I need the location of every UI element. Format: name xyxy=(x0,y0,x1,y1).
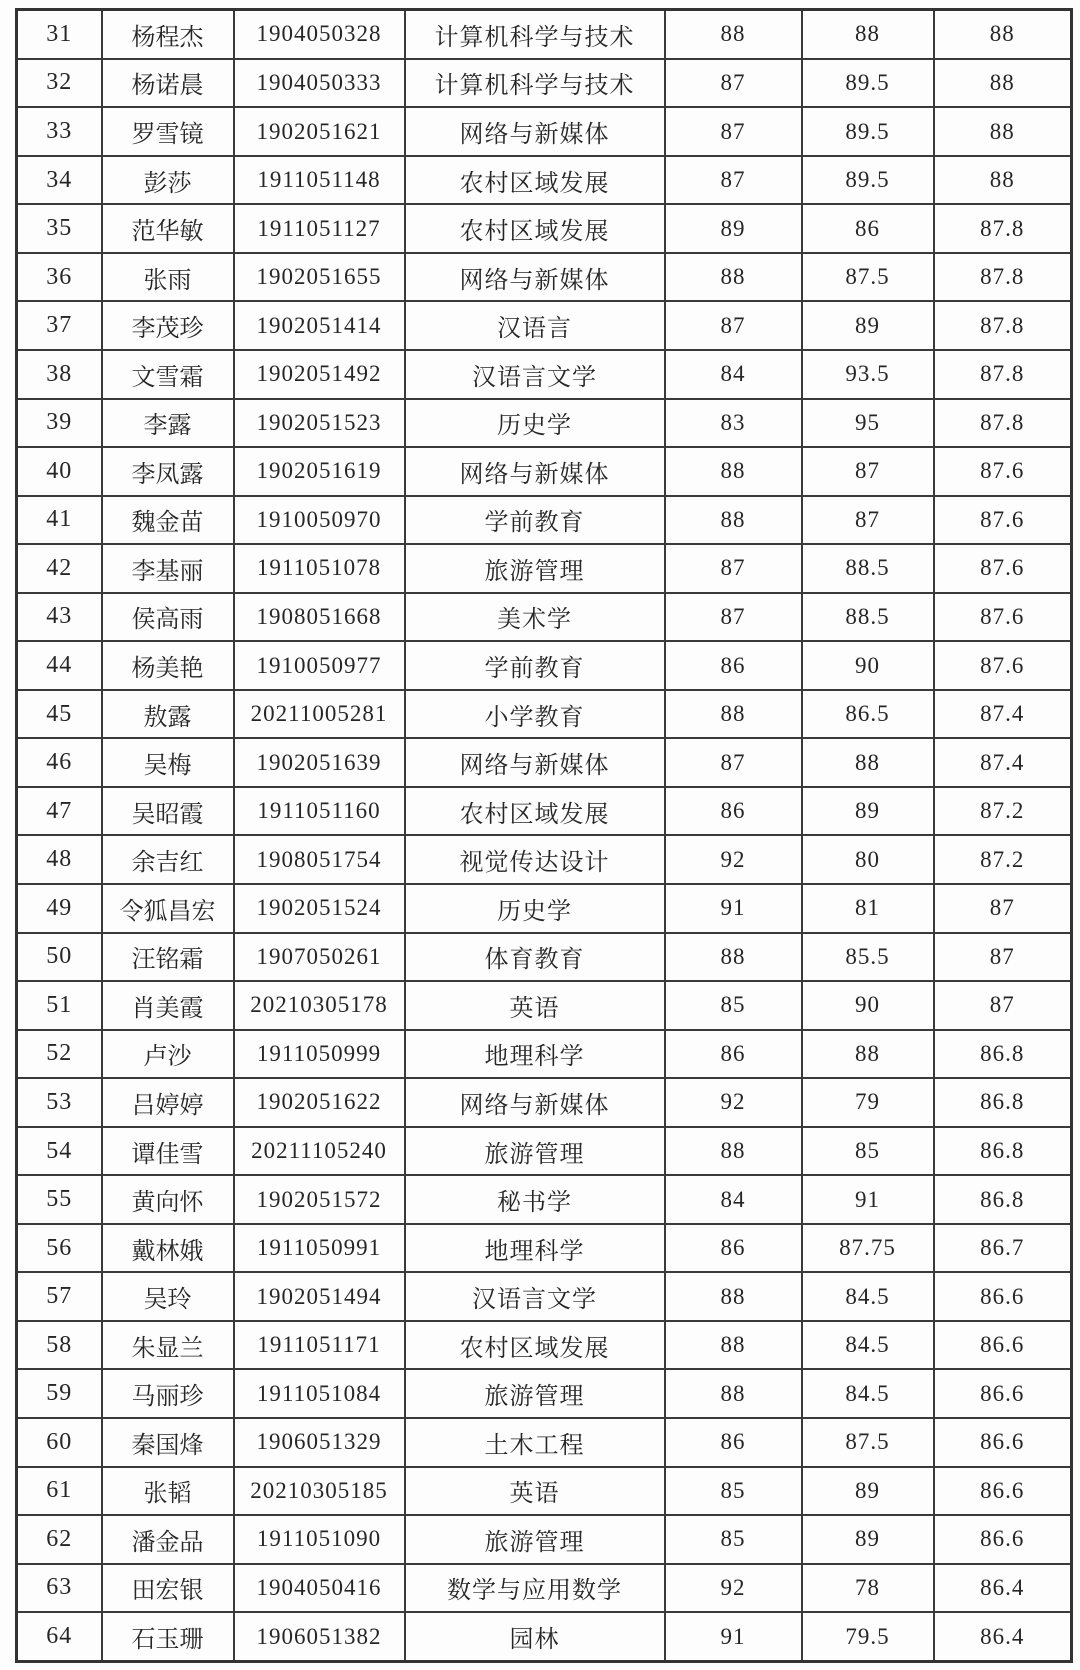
cell-major: 土木工程 xyxy=(405,1418,665,1467)
cell-number: 32 xyxy=(17,59,102,108)
cell-score-1: 87 xyxy=(665,738,802,787)
cell-score-1: 87 xyxy=(665,156,802,205)
cell-score-final: 87.4 xyxy=(934,690,1072,739)
cell-student-id: 1902051639 xyxy=(234,738,405,787)
table-row xyxy=(17,1564,1072,1613)
cell-name: 文雪霜 xyxy=(102,350,234,399)
cell-name: 肖美霞 xyxy=(102,981,234,1030)
cell-score-1: 86 xyxy=(665,787,802,836)
cell-score-1: 91 xyxy=(665,1612,802,1661)
cell-student-id: 1908051668 xyxy=(234,593,405,642)
table-row xyxy=(17,1321,1072,1370)
cell-major: 秘书学 xyxy=(405,1175,665,1224)
cell-major: 旅游管理 xyxy=(405,1515,665,1564)
cell-score-1: 88 xyxy=(665,1272,802,1321)
cell-major: 地理科学 xyxy=(405,1224,665,1273)
cell-score-2: 87 xyxy=(802,447,934,496)
cell-student-id: 1911051090 xyxy=(234,1515,405,1564)
cell-student-id: 1902051523 xyxy=(234,399,405,448)
table-row xyxy=(17,641,1072,690)
cell-student-id: 1902051655 xyxy=(234,253,405,302)
cell-score-1: 88 xyxy=(665,1369,802,1418)
table-row xyxy=(17,1224,1072,1273)
cell-major: 网络与新媒体 xyxy=(405,738,665,787)
table-row xyxy=(17,59,1072,108)
cell-score-1: 88 xyxy=(665,253,802,302)
cell-number: 63 xyxy=(17,1564,102,1613)
cell-score-1: 88 xyxy=(665,690,802,739)
cell-name: 杨程杰 xyxy=(102,10,234,59)
table-row xyxy=(17,544,1072,593)
table-row xyxy=(17,496,1072,545)
cell-score-1: 92 xyxy=(665,1078,802,1127)
cell-score-2: 88 xyxy=(802,10,934,59)
cell-score-final: 87 xyxy=(934,981,1072,1030)
cell-score-final: 87.6 xyxy=(934,593,1072,642)
cell-score-final: 87.8 xyxy=(934,204,1072,253)
cell-score-1: 87 xyxy=(665,544,802,593)
cell-major: 视觉传达设计 xyxy=(405,835,665,884)
scores-table xyxy=(15,8,1073,1663)
cell-score-final: 86.6 xyxy=(934,1418,1072,1467)
cell-major: 农村区域发展 xyxy=(405,156,665,205)
cell-score-2: 84.5 xyxy=(802,1321,934,1370)
cell-score-1: 88 xyxy=(665,447,802,496)
cell-student-id: 1911051127 xyxy=(234,204,405,253)
cell-name: 朱显兰 xyxy=(102,1321,234,1370)
cell-score-1: 86 xyxy=(665,1224,802,1273)
cell-student-id: 1911051171 xyxy=(234,1321,405,1370)
cell-name: 余吉红 xyxy=(102,835,234,884)
cell-name: 潘金品 xyxy=(102,1515,234,1564)
table-row xyxy=(17,1369,1072,1418)
cell-score-final: 86.8 xyxy=(934,1175,1072,1224)
cell-name: 吕婷婷 xyxy=(102,1078,234,1127)
cell-number: 41 xyxy=(17,496,102,545)
cell-score-1: 87 xyxy=(665,59,802,108)
cell-score-1: 83 xyxy=(665,399,802,448)
cell-major: 历史学 xyxy=(405,884,665,933)
cell-student-id: 1902051414 xyxy=(234,301,405,350)
cell-score-final: 87.8 xyxy=(934,399,1072,448)
table-row xyxy=(17,204,1072,253)
cell-score-final: 87.8 xyxy=(934,350,1072,399)
cell-student-id: 20211105240 xyxy=(234,1127,405,1176)
cell-score-final: 86.6 xyxy=(934,1321,1072,1370)
table-row xyxy=(17,447,1072,496)
cell-name: 敖露 xyxy=(102,690,234,739)
cell-number: 44 xyxy=(17,641,102,690)
cell-major: 网络与新媒体 xyxy=(405,1078,665,1127)
cell-score-final: 88 xyxy=(934,156,1072,205)
cell-major: 数学与应用数学 xyxy=(405,1564,665,1613)
table-row xyxy=(17,690,1072,739)
cell-score-2: 87.75 xyxy=(802,1224,934,1273)
cell-number: 40 xyxy=(17,447,102,496)
cell-number: 56 xyxy=(17,1224,102,1273)
cell-score-2: 89 xyxy=(802,1515,934,1564)
cell-score-1: 85 xyxy=(665,981,802,1030)
cell-name: 石玉珊 xyxy=(102,1612,234,1661)
table-row xyxy=(17,1175,1072,1224)
cell-score-final: 86.6 xyxy=(934,1272,1072,1321)
cell-major: 学前教育 xyxy=(405,641,665,690)
cell-score-1: 87 xyxy=(665,593,802,642)
cell-number: 59 xyxy=(17,1369,102,1418)
cell-student-id: 1902051494 xyxy=(234,1272,405,1321)
cell-number: 36 xyxy=(17,253,102,302)
cell-major: 农村区域发展 xyxy=(405,204,665,253)
cell-score-2: 85.5 xyxy=(802,933,934,982)
cell-score-final: 87.2 xyxy=(934,835,1072,884)
cell-score-2: 84.5 xyxy=(802,1272,934,1321)
cell-major: 小学教育 xyxy=(405,690,665,739)
cell-score-2: 89.5 xyxy=(802,156,934,205)
cell-student-id: 1910050970 xyxy=(234,496,405,545)
cell-major: 网络与新媒体 xyxy=(405,253,665,302)
cell-major: 体育教育 xyxy=(405,933,665,982)
cell-number: 45 xyxy=(17,690,102,739)
cell-number: 60 xyxy=(17,1418,102,1467)
cell-score-2: 89.5 xyxy=(802,107,934,156)
cell-student-id: 1908051754 xyxy=(234,835,405,884)
table-row xyxy=(17,399,1072,448)
cell-name: 戴林娥 xyxy=(102,1224,234,1273)
cell-name: 李基丽 xyxy=(102,544,234,593)
cell-score-2: 89 xyxy=(802,1467,934,1516)
table-row xyxy=(17,738,1072,787)
cell-number: 55 xyxy=(17,1175,102,1224)
cell-number: 50 xyxy=(17,933,102,982)
table-row xyxy=(17,1467,1072,1516)
cell-score-2: 84.5 xyxy=(802,1369,934,1418)
cell-student-id: 1902051492 xyxy=(234,350,405,399)
cell-score-1: 84 xyxy=(665,350,802,399)
cell-score-2: 88 xyxy=(802,1030,934,1079)
cell-score-1: 87 xyxy=(665,301,802,350)
cell-score-1: 88 xyxy=(665,10,802,59)
cell-score-final: 87 xyxy=(934,933,1072,982)
cell-score-final: 86.4 xyxy=(934,1564,1072,1613)
cell-number: 39 xyxy=(17,399,102,448)
cell-number: 37 xyxy=(17,301,102,350)
cell-score-2: 91 xyxy=(802,1175,934,1224)
cell-name: 汪铭霜 xyxy=(102,933,234,982)
cell-student-id: 1902051572 xyxy=(234,1175,405,1224)
cell-number: 51 xyxy=(17,981,102,1030)
cell-number: 54 xyxy=(17,1127,102,1176)
cell-student-id: 1911051078 xyxy=(234,544,405,593)
table-row xyxy=(17,593,1072,642)
cell-score-final: 87.8 xyxy=(934,253,1072,302)
cell-number: 35 xyxy=(17,204,102,253)
cell-score-final: 86.7 xyxy=(934,1224,1072,1273)
cell-score-1: 88 xyxy=(665,933,802,982)
cell-student-id: 1904050333 xyxy=(234,59,405,108)
table-row xyxy=(17,1272,1072,1321)
cell-name: 谭佳雪 xyxy=(102,1127,234,1176)
cell-major: 英语 xyxy=(405,1467,665,1516)
cell-major: 旅游管理 xyxy=(405,1369,665,1418)
cell-name: 李凤露 xyxy=(102,447,234,496)
table-row xyxy=(17,1515,1072,1564)
cell-score-1: 91 xyxy=(665,884,802,933)
cell-score-2: 81 xyxy=(802,884,934,933)
cell-score-1: 85 xyxy=(665,1515,802,1564)
cell-major: 美术学 xyxy=(405,593,665,642)
cell-score-1: 92 xyxy=(665,835,802,884)
cell-score-final: 87.6 xyxy=(934,496,1072,545)
cell-score-final: 86.8 xyxy=(934,1030,1072,1079)
cell-student-id: 1911051148 xyxy=(234,156,405,205)
cell-name: 田宏银 xyxy=(102,1564,234,1613)
cell-score-2: 87.5 xyxy=(802,1418,934,1467)
cell-student-id: 20211005281 xyxy=(234,690,405,739)
cell-number: 48 xyxy=(17,835,102,884)
cell-score-1: 87 xyxy=(665,107,802,156)
cell-score-2: 89 xyxy=(802,301,934,350)
cell-score-1: 84 xyxy=(665,1175,802,1224)
cell-student-id: 1906051329 xyxy=(234,1418,405,1467)
cell-student-id: 1911050991 xyxy=(234,1224,405,1273)
cell-name: 秦国烽 xyxy=(102,1418,234,1467)
cell-score-2: 95 xyxy=(802,399,934,448)
cell-number: 31 xyxy=(17,10,102,59)
cell-score-final: 86.8 xyxy=(934,1127,1072,1176)
cell-number: 49 xyxy=(17,884,102,933)
table-row xyxy=(17,787,1072,836)
cell-score-2: 89.5 xyxy=(802,59,934,108)
cell-number: 62 xyxy=(17,1515,102,1564)
cell-score-final: 86.6 xyxy=(934,1515,1072,1564)
cell-score-2: 93.5 xyxy=(802,350,934,399)
cell-score-final: 87.6 xyxy=(934,641,1072,690)
cell-major: 园林 xyxy=(405,1612,665,1661)
cell-score-1: 92 xyxy=(665,1564,802,1613)
cell-name: 罗雪镜 xyxy=(102,107,234,156)
cell-score-2: 79 xyxy=(802,1078,934,1127)
cell-student-id: 1904050416 xyxy=(234,1564,405,1613)
table-row xyxy=(17,107,1072,156)
cell-score-1: 88 xyxy=(665,496,802,545)
cell-number: 33 xyxy=(17,107,102,156)
cell-major: 网络与新媒体 xyxy=(405,107,665,156)
cell-score-1: 86 xyxy=(665,1418,802,1467)
cell-name: 张雨 xyxy=(102,253,234,302)
cell-name: 吴梅 xyxy=(102,738,234,787)
cell-major: 网络与新媒体 xyxy=(405,447,665,496)
cell-student-id: 1902051524 xyxy=(234,884,405,933)
cell-score-final: 88 xyxy=(934,10,1072,59)
table-row xyxy=(17,1030,1072,1079)
scores-table-body xyxy=(17,10,1072,1662)
cell-student-id: 20210305178 xyxy=(234,981,405,1030)
cell-score-2: 86.5 xyxy=(802,690,934,739)
table-row xyxy=(17,1612,1072,1661)
table-row xyxy=(17,835,1072,884)
cell-score-final: 87.4 xyxy=(934,738,1072,787)
cell-score-2: 85 xyxy=(802,1127,934,1176)
cell-score-1: 86 xyxy=(665,641,802,690)
cell-score-final: 87.6 xyxy=(934,544,1072,593)
cell-score-2: 88 xyxy=(802,738,934,787)
cell-student-id: 1910050977 xyxy=(234,641,405,690)
table-row xyxy=(17,1418,1072,1467)
cell-number: 64 xyxy=(17,1612,102,1661)
cell-name: 吴昭霞 xyxy=(102,787,234,836)
table-row xyxy=(17,1127,1072,1176)
cell-major: 农村区域发展 xyxy=(405,787,665,836)
cell-number: 47 xyxy=(17,787,102,836)
table-row xyxy=(17,981,1072,1030)
cell-number: 61 xyxy=(17,1467,102,1516)
cell-score-final: 88 xyxy=(934,59,1072,108)
cell-major: 汉语言文学 xyxy=(405,1272,665,1321)
cell-number: 42 xyxy=(17,544,102,593)
cell-number: 57 xyxy=(17,1272,102,1321)
cell-score-2: 87.5 xyxy=(802,253,934,302)
cell-major: 汉语言文学 xyxy=(405,350,665,399)
table-row xyxy=(17,156,1072,205)
cell-score-1: 89 xyxy=(665,204,802,253)
cell-major: 学前教育 xyxy=(405,496,665,545)
cell-student-id: 1902051619 xyxy=(234,447,405,496)
cell-name: 马丽珍 xyxy=(102,1369,234,1418)
cell-student-id: 1902051622 xyxy=(234,1078,405,1127)
cell-score-final: 87.2 xyxy=(934,787,1072,836)
table-row xyxy=(17,253,1072,302)
cell-number: 43 xyxy=(17,593,102,642)
cell-score-2: 88.5 xyxy=(802,593,934,642)
cell-score-2: 90 xyxy=(802,981,934,1030)
cell-score-2: 88.5 xyxy=(802,544,934,593)
cell-student-id: 1911050999 xyxy=(234,1030,405,1079)
cell-name: 范华敏 xyxy=(102,204,234,253)
table-row xyxy=(17,1078,1072,1127)
cell-student-id: 1906051382 xyxy=(234,1612,405,1661)
cell-name: 吴玲 xyxy=(102,1272,234,1321)
cell-number: 34 xyxy=(17,156,102,205)
cell-score-final: 87.8 xyxy=(934,301,1072,350)
cell-name: 彭莎 xyxy=(102,156,234,205)
cell-name: 卢沙 xyxy=(102,1030,234,1079)
cell-number: 46 xyxy=(17,738,102,787)
cell-number: 52 xyxy=(17,1030,102,1079)
cell-score-2: 87 xyxy=(802,496,934,545)
cell-score-final: 88 xyxy=(934,107,1072,156)
cell-major: 英语 xyxy=(405,981,665,1030)
cell-name: 李茂珍 xyxy=(102,301,234,350)
cell-name: 令狐昌宏 xyxy=(102,884,234,933)
cell-student-id: 1904050328 xyxy=(234,10,405,59)
table-row xyxy=(17,884,1072,933)
table-row xyxy=(17,10,1072,59)
cell-major: 计算机科学与技术 xyxy=(405,10,665,59)
table-row xyxy=(17,301,1072,350)
cell-major: 农村区域发展 xyxy=(405,1321,665,1370)
cell-name: 张韬 xyxy=(102,1467,234,1516)
cell-score-1: 85 xyxy=(665,1467,802,1516)
cell-name: 李露 xyxy=(102,399,234,448)
cell-name: 杨诺晨 xyxy=(102,59,234,108)
cell-major: 汉语言 xyxy=(405,301,665,350)
cell-number: 58 xyxy=(17,1321,102,1370)
cell-major: 旅游管理 xyxy=(405,1127,665,1176)
cell-score-final: 87 xyxy=(934,884,1072,933)
cell-major: 旅游管理 xyxy=(405,544,665,593)
cell-score-2: 90 xyxy=(802,641,934,690)
cell-number: 53 xyxy=(17,1078,102,1127)
cell-student-id: 1911051084 xyxy=(234,1369,405,1418)
cell-name: 侯高雨 xyxy=(102,593,234,642)
cell-major: 历史学 xyxy=(405,399,665,448)
cell-name: 魏金苗 xyxy=(102,496,234,545)
cell-name: 杨美艳 xyxy=(102,641,234,690)
cell-student-id: 1902051621 xyxy=(234,107,405,156)
cell-score-1: 86 xyxy=(665,1030,802,1079)
cell-score-final: 86.6 xyxy=(934,1467,1072,1516)
cell-student-id: 1911051160 xyxy=(234,787,405,836)
cell-student-id: 1907050261 xyxy=(234,933,405,982)
cell-number: 38 xyxy=(17,350,102,399)
cell-score-2: 80 xyxy=(802,835,934,884)
cell-major: 地理科学 xyxy=(405,1030,665,1079)
cell-major: 计算机科学与技术 xyxy=(405,59,665,108)
table-row xyxy=(17,933,1072,982)
cell-score-1: 88 xyxy=(665,1321,802,1370)
cell-score-final: 86.8 xyxy=(934,1078,1072,1127)
cell-score-final: 87.6 xyxy=(934,447,1072,496)
cell-score-1: 88 xyxy=(665,1127,802,1176)
cell-score-final: 86.6 xyxy=(934,1369,1072,1418)
cell-score-2: 78 xyxy=(802,1564,934,1613)
cell-student-id: 20210305185 xyxy=(234,1467,405,1516)
table-row xyxy=(17,350,1072,399)
cell-score-2: 86 xyxy=(802,204,934,253)
cell-score-final: 86.4 xyxy=(934,1612,1072,1661)
cell-score-2: 79.5 xyxy=(802,1612,934,1661)
cell-name: 黄向怀 xyxy=(102,1175,234,1224)
cell-score-2: 89 xyxy=(802,787,934,836)
